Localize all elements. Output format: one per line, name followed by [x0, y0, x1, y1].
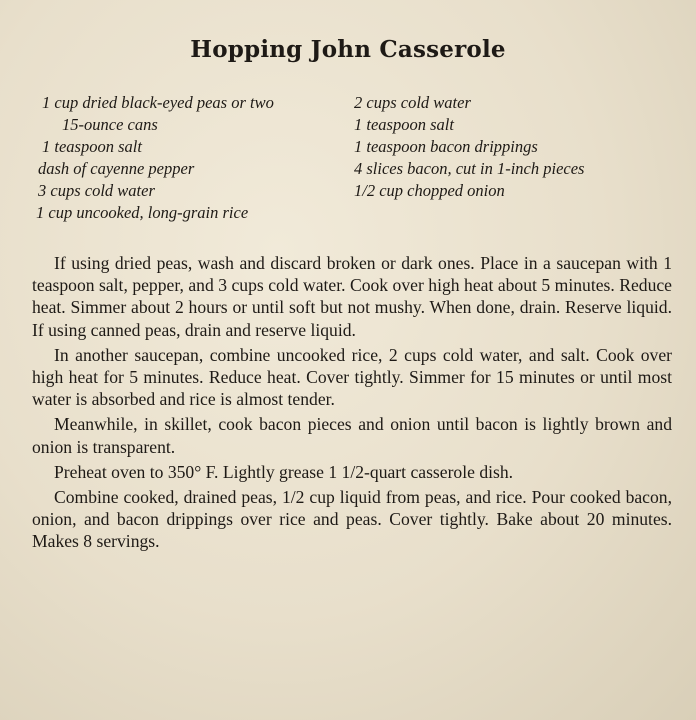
ingredient-item: 3 cups cold water — [38, 181, 155, 200]
direction-paragraph: In another saucepan, combine uncooked rice, 2 cups cold water, and salt. Cook over high heat for 5 minutes. Reduce heat. Cover tightly. Simmer for 15 minutes or until most water is absorbed and rice is almost tender. — [32, 344, 672, 410]
ingredient-item: 2 cups cold water — [354, 93, 471, 112]
ingredient-item: 1/2 cup chopped onion — [354, 181, 505, 200]
ingredient-item: 1 cup uncooked, long-grain rice — [36, 203, 249, 222]
recipe-title: Hopping John Casserole — [190, 36, 506, 63]
ingredients-right-column — [354, 92, 654, 202]
ingredient-item: 1 teaspoon bacon drippings — [354, 137, 538, 156]
ingredients-left-column — [36, 92, 336, 224]
ingredient-item: 1 teaspoon salt — [354, 115, 454, 134]
ingredient-item: 1 cup dried black-eyed peas or two — [42, 93, 274, 112]
direction-paragraph: If using dried peas, wash and discard broken or dark ones. Place in a saucepan with 1 teaspoon salt, pepper, and 3 cups cold water. Cook over high heat about 5 minutes. Reduce heat. Simmer about 2 hours or until soft but not mushy. When done, drain. Reserve liquid. If using canned peas, drain and reserve liquid. — [32, 253, 672, 340]
ingredient-item: dash of cayenne pepper — [38, 159, 195, 178]
ingredient-item: 15-ounce cans — [62, 115, 158, 134]
direction-paragraph: Combine cooked, drained peas, 1/2 cup liquid from peas, and rice. Pour cooked bacon, onion, and bacon drippings over rice and peas. Cover tightly. Bake about 20 minutes. Makes 8 servings. — [32, 487, 672, 552]
ingredient-item: 1 teaspoon salt — [42, 137, 142, 156]
direction-paragraph: Meanwhile, in skillet, cook bacon pieces and onion until bacon is lightly brown and onion is transparent. — [32, 414, 672, 457]
direction-paragraph: Preheat oven to 350° F. Lightly grease 1 1/2-quart casserole dish. — [54, 461, 514, 482]
directions — [32, 252, 672, 556]
ingredient-item: 4 slices bacon, cut in 1-inch pieces — [354, 159, 585, 178]
